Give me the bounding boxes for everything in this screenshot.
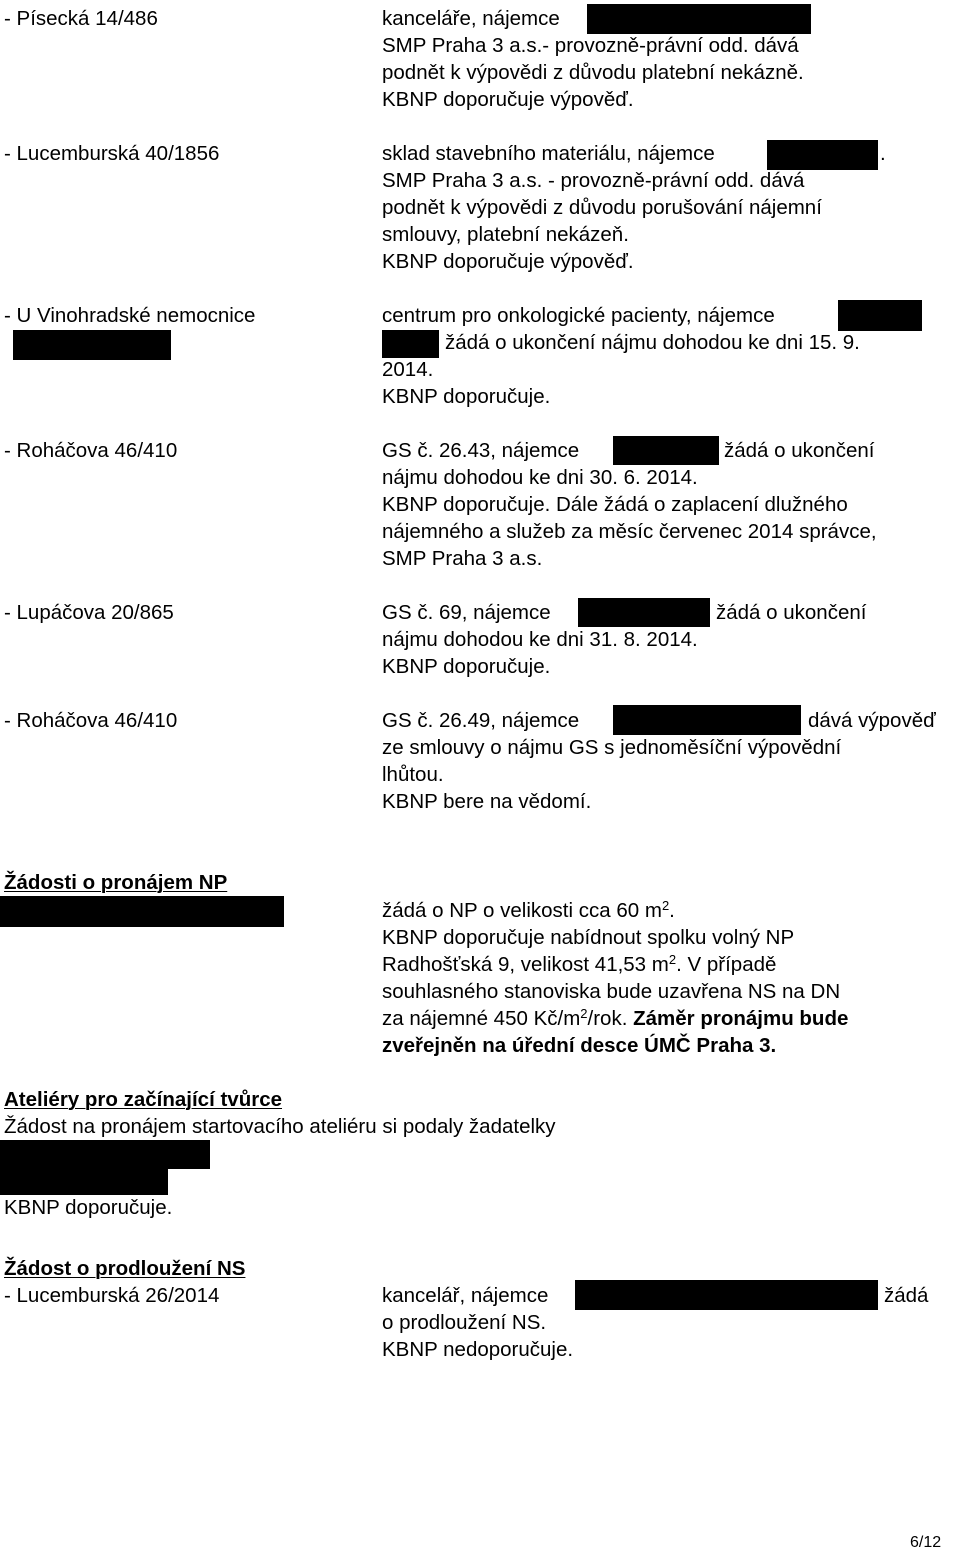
entry-text: GS č. 26.43, nájemce [382, 439, 580, 462]
extension-text: KBNP nedoporučuje. [382, 1338, 574, 1361]
redaction [613, 436, 719, 465]
ateliers-result: KBNP doporučuje. [4, 1196, 173, 1219]
section-heading: Žádosti o pronájem NP [4, 871, 228, 894]
entry-text: lhůtou. [382, 763, 444, 786]
entry-text: ze smlouvy o nájmu GS s jednoměsíční výpovědní [382, 736, 842, 759]
section-heading: Žádost o prodloužení NS [4, 1257, 246, 1280]
entry-text: . [880, 142, 886, 165]
entry-address: - Roháčova 46/410 [4, 709, 178, 732]
np-text: KBNP doporučuje nabídnout spolku volný NP [382, 926, 795, 949]
entry-text: SMP Praha 3 a.s. - provozně-právní odd. dává [382, 169, 805, 192]
np-text-bold: zveřejněn na úřední desce ÚMČ Praha 3. [382, 1034, 777, 1057]
redaction [838, 300, 922, 331]
entry-text: kanceláře, nájemce [382, 7, 560, 30]
redaction [767, 140, 878, 170]
ateliers-text: Žádost na pronájem startovacího ateliéru si podaly žadatelky [4, 1115, 556, 1138]
entry-text: KBNP doporučuje. [382, 385, 551, 408]
redaction [13, 330, 171, 360]
entry-text: KBNP doporučuje. Dále žádá o zaplacení dlužného [382, 493, 848, 516]
entry-text: sklad stavebního materiálu, nájemce [382, 142, 715, 165]
entry-text: KBNP doporučuje výpověď. [382, 250, 634, 273]
entry-text: žádá o ukončení [724, 439, 875, 462]
entry-text: dává výpověď [808, 709, 936, 732]
redaction [382, 330, 439, 358]
entry-text: smlouvy, platební nekázeň. [382, 223, 629, 246]
extension-text: kancelář, nájemce [382, 1284, 549, 1307]
extension-text: žádá [884, 1284, 929, 1307]
redaction [575, 1280, 878, 1310]
entry-text: GS č. 26.49, nájemce [382, 709, 580, 732]
entry-address: - U Vinohradské nemocnice [4, 304, 256, 327]
entry-text: SMP Praha 3 a.s. [382, 547, 543, 570]
redaction [0, 1168, 168, 1195]
redaction [613, 705, 801, 735]
np-text: žádá o NP o velikosti cca 60 $m^2$. [382, 898, 675, 922]
entry-text: KBNP bere na vědomí. [382, 790, 592, 813]
entry-text: GS č. 69, nájemce [382, 601, 551, 624]
entry-text: SMP Praha 3 a.s.- provozně-právní odd. dává [382, 34, 799, 57]
redaction [578, 598, 710, 627]
np-text: za nájemné 450 $Kč/m^2$/rok. Záměr pronájmu bude [382, 1006, 849, 1030]
entry-text: podnět k výpovědi z důvodu porušování nájemní [382, 196, 822, 219]
redaction [0, 896, 284, 927]
entry-text: nájmu dohodou ke dni 31. 8. 2014. [382, 628, 698, 651]
entry-text: nájemného a služeb za měsíc červenec 2014 správce, [382, 520, 877, 543]
entry-address: - Lupáčova 20/865 [4, 601, 174, 624]
extension-text: o prodloužení NS. [382, 1311, 547, 1334]
entry-text: KBNP doporučuje výpověď. [382, 88, 634, 111]
entry-text: žádá o ukončení [716, 601, 867, 624]
redaction [587, 4, 811, 34]
entry-text: centrum pro onkologické pacienty, nájemce [382, 304, 775, 327]
redaction [0, 1140, 210, 1169]
np-text: Radhošťská 9, velikost 41,53 $m^2$. V případě [382, 952, 777, 976]
page-number: 6/12 [910, 1534, 942, 1551]
extension-address: - Lucemburská 26/2014 [4, 1284, 220, 1307]
entry-text: žádá o ukončení nájmu dohodou ke dni 15. 9. [445, 331, 860, 354]
entry-text: 2014. [382, 358, 434, 381]
entry-address: - Roháčova 46/410 [4, 439, 178, 462]
entry-text: KBNP doporučuje. [382, 655, 551, 678]
section-heading: Ateliéry pro začínající tvůrce [4, 1088, 283, 1111]
entry-address: - Lucemburská 40/1856 [4, 142, 220, 165]
entry-text: podnět k výpovědi z důvodu platební nekázně. [382, 61, 804, 84]
entry-address: - Písecká 14/486 [4, 7, 158, 30]
np-text: souhlasného stanoviska bude uzavřena NS na DN [382, 980, 841, 1003]
entry-text: nájmu dohodou ke dni 30. 6. 2014. [382, 466, 698, 489]
